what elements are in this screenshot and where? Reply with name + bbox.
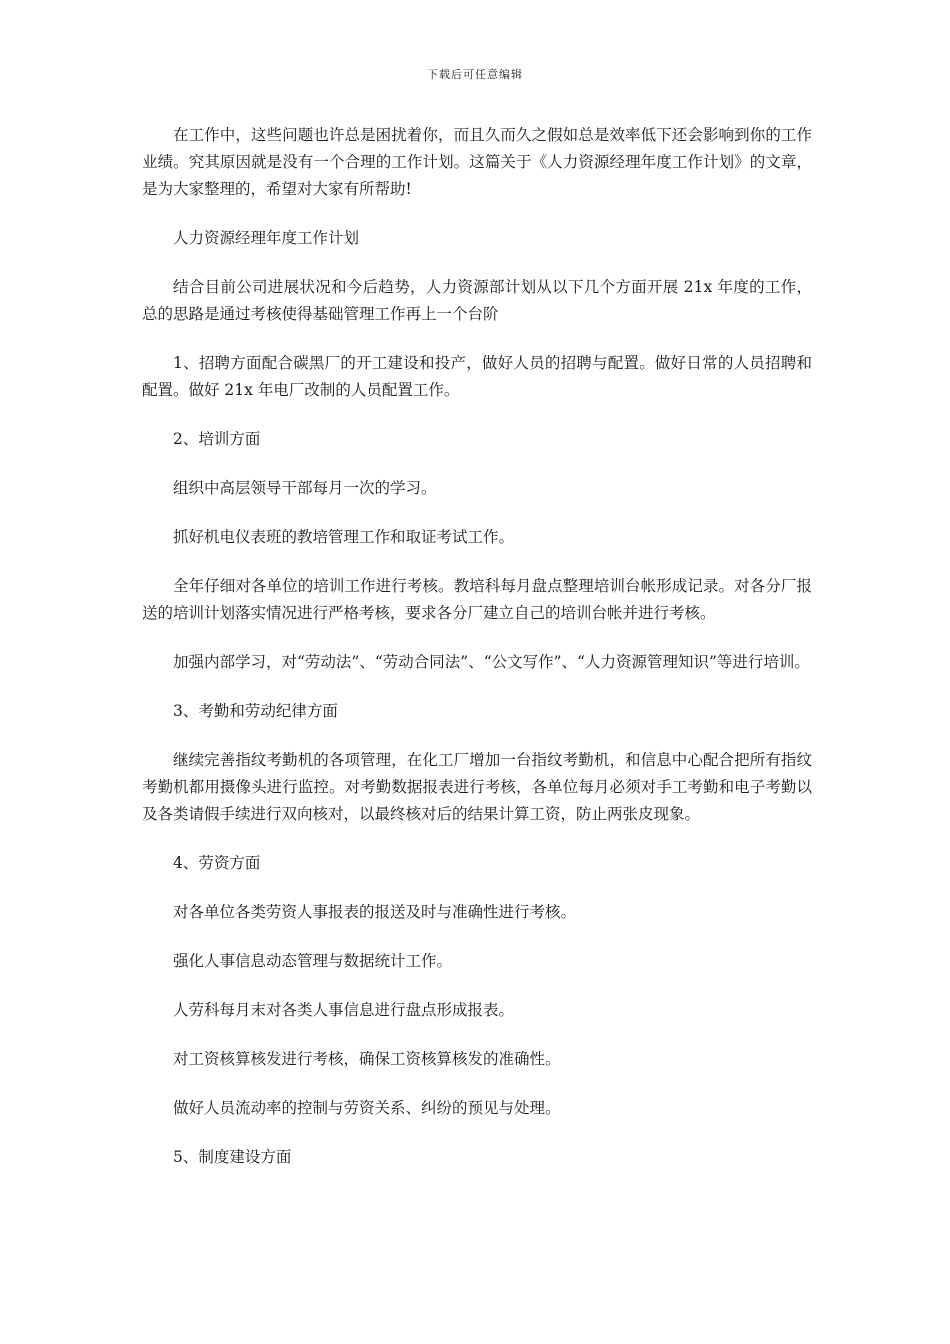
labor-item-2: 强化人事信息动态管理与数据统计工作。 [173,952,453,970]
labor-item-1: 对各单位各类劳资人事报表的报送及时与准确性进行考核。 [173,903,577,921]
training-item-1: 组织中高层领导干部每月一次的学习。 [173,479,437,497]
intro-paragraph: 在工作中，这些问题也许总是困扰着你，而且久而久之假如总是效率低下还会影响到你的工作业绩。究其原因就是没有一个合理的工作计划。这篇关于《人力资源经理年度工作计划》的文章，是为大家整理的，希望对大家有所帮助! [142,126,812,198]
document-body [142,122,812,1193]
document-title: 人力资源经理年度工作计划 [173,229,360,247]
section-4-heading: 4、劳资方面 [173,854,261,872]
overview-paragraph: 结合目前公司进展状况和今后趋势，人力资源部计划从以下几个方面开展 21x 年度的工作，总的思路是通过考核使得基础管理工作再上一个台阶 [142,278,812,323]
training-item-3: 全年仔细对各单位的培训工作进行考核。教培科每月盘点整理培训台帐形成记录。对各分厂报送的培训计划落实情况进行严格考核，要求各分厂建立自己的培训台帐并进行考核。 [142,577,812,622]
section-1-recruitment: 1、招聘方面配合碳黑厂的开工建设和投产，做好人员的招聘与配置。做好日常的人员招聘和配置。做好 21x 年电厂改制的人员配置工作。 [142,354,812,399]
labor-item-4: 对工资核算核发进行考核，确保工资核算核发的准确性。 [173,1050,561,1068]
page-header: 下载后可任意编辑 [427,68,523,81]
training-item-4: 加强内部学习，对“劳动法”、“劳动合同法”、“公文写作”、“人力资源管理知识”等进行培训。 [173,653,810,671]
section-2-heading: 2、培训方面 [173,430,261,448]
section-3-heading: 3、考勤和劳动纪律方面 [173,702,338,720]
labor-item-5: 做好人员流动率的控制与劳资关系、纠纷的预见与处理。 [173,1099,561,1117]
section-5-heading: 5、制度建设方面 [173,1148,292,1166]
training-item-2: 抓好机电仪表班的教培管理工作和取证考试工作。 [173,528,515,546]
labor-item-3: 人劳科每月末对各类人事信息进行盘点形成报表。 [173,1001,515,1019]
attendance-paragraph: 继续完善指纹考勤机的各项管理，在化工厂增加一台指纹考勤机，和信息中心配合把所有指纹考勤机都用摄像头进行监控。对考勤数据报表进行考核，各单位每月必须对手工考勤和电子考勤以及各类请假手续进行双向核对，以最终核对后的结果计算工资，防止两张皮现象。 [142,751,812,823]
